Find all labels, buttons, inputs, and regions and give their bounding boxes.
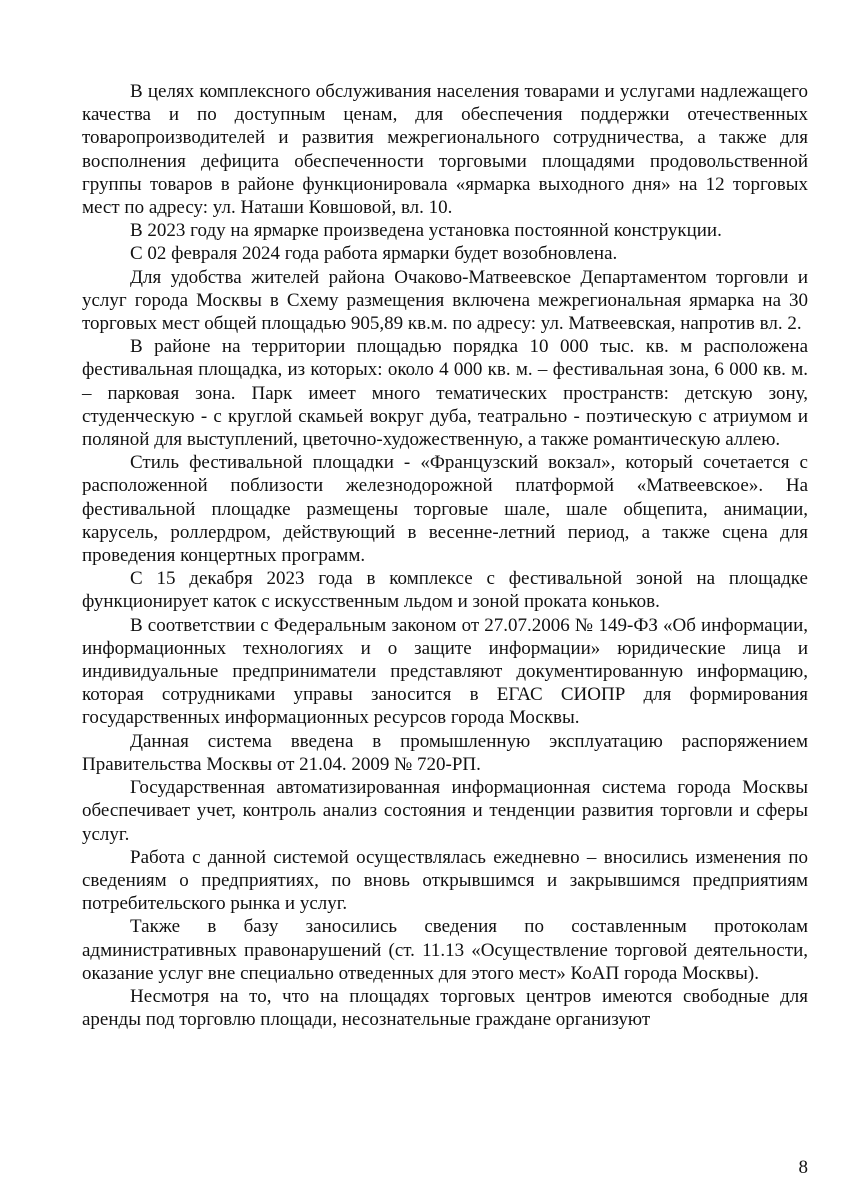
paragraph-system-introduced: Данная система введена в промышленную эксплуатацию распоряжением Правительства Москвы от 21.04. 2009 № 720-РП. <box>82 730 808 775</box>
paragraph-skating-rink: С 15 декабря 2023 года в комплексе с фестивальной зоной на площадке функционирует каток с искусственным льдом и зоной проката коньков. <box>82 568 808 613</box>
paragraph-daily-work: Работа с данной системой осуществлялась ежедневно – вносились изменения по сведениям о предприятиях, по вновь открывшимся и закрывшимся предприятиям потребительского рынка и услуг. <box>82 846 808 915</box>
paragraph-festival-style: Стиль фестивальной площадки - «Французский вокзал», который сочетается с расположенной поблизости железнодорожной платформой «Матвеевское». На фестивальной площадке размещены торговые шале, шале общепита, анимации, карусель, роллердром, действующий в весенне-летний период, а также сцена для проведения концертных программ. <box>82 452 808 567</box>
page-number: 8 <box>798 1157 808 1178</box>
paragraph-violations: Также в базу заносились сведения по составленным протоколам административных правонарушений (ст. 11.13 «Осуществление торговой деятельности, оказание услуг вне специально отведенных для этого мест» КоАП города Москвы). <box>82 916 808 984</box>
paragraph-construction-2023: В 2023 году на ярмарке произведена установка постоянной конструкции. <box>130 220 722 242</box>
paragraph-fair-resume: С 02 февраля 2024 года работа ярмарки будет возобновлена. <box>130 243 618 265</box>
paragraph-interregional-fair: Для удобства жителей района Очаково-Матвеевское Департаментом торговли и услуг города Москвы в Схему размещения включена межрегиональная ярмарка на 30 торговых мест общей площадью 905,89 кв.м. по адресу: ул. Матвеевская, напротив вл. 2. <box>82 266 808 335</box>
paragraph-festival-area: В районе на территории площадью порядка 10 000 тыс. кв. м расположена фестивальная площадка, из которых: около 4 000 кв. м. – фестивальная зона, 6 000 кв. м. – парковая зона. Парк имеет много тематических пространств: детскую зону, студенческую - с круглой скамьей вокруг дуба, театрально - поэтическую с атриумом и поляной для выступлений, цветочно-художественную, а также романтическую аллею. <box>82 336 808 451</box>
paragraph-federal-law: В соответствии с Федеральным законом от 27.07.2006 № 149-ФЗ «Об информации, информационных технологиях и о защите информации» юридические лица и индивидуальные предприниматели представляют документированную информацию, которая сотрудниками управы заносится в ЕГАС СИОПР для формирования государственных информационных ресурсов города Москвы. <box>82 614 808 729</box>
document-page <box>82 80 808 1031</box>
paragraph-state-system: Государственная автоматизированная информационная система города Москвы обеспечивает учет, контроль анализ состояния и тенденции развития торговли и сферы услуг. <box>82 777 808 845</box>
paragraph-shopping-centers: Несмотря на то, что на площадях торговых центров имеются свободные для аренды под торговлю площади, несознательные граждане организуют <box>82 985 808 1031</box>
paragraph-fair-weekend: В целях комплексного обслуживания населения товарами и услугами надлежащего качества и по доступным ценам, для обеспечения поддержки отечественных товаропроизводителей и развития межрегионального сотрудничества, а также для восполнения дефицита обеспеченности торговыми площадями продовольственной группы товаров в районе функционировала «ярмарка выходного дня» на 12 торговых мест по адресу: ул. Наташи Ковшовой, вл. 10. <box>82 81 808 219</box>
